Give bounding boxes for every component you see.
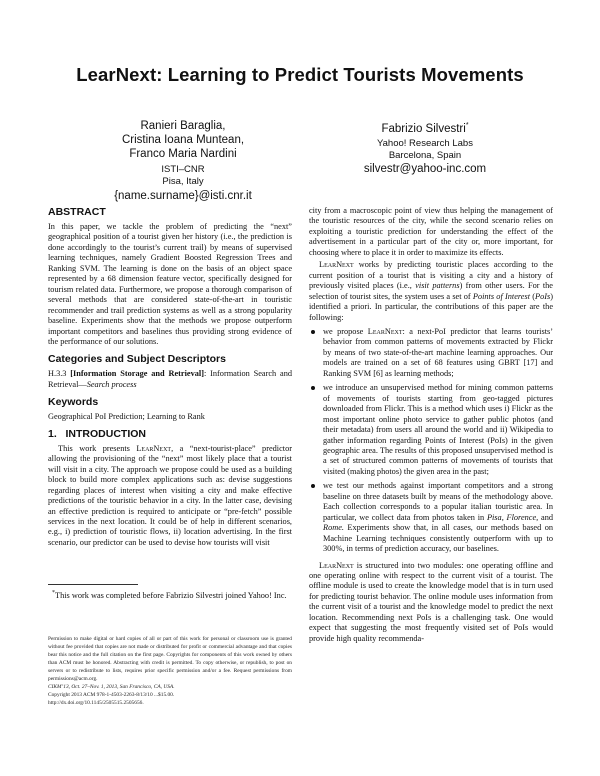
doi-link[interactable]: http://dx.doi.org/10.1145/2505515.2505656. [48, 700, 144, 707]
bullet-icon [311, 330, 315, 334]
author-name: Franco Maria Nardini [129, 148, 237, 160]
conference-info: CIKM’13, Oct. 27–Nov. 1, 2013, San Francisco, CA, USA. [48, 684, 175, 691]
right-paragraph-1: city from a macroscopic point of view thus helping the management of the touristic resources of the city, while the second scenario relies on exploiting a touristic prediction for understanding the effect of the advertisement in a particular part of the city or, more important, for choosing where to place it in order to maximize its effects. [309, 206, 553, 257]
footnote-rule [48, 584, 138, 585]
author-name: Ranieri Baraglia, [140, 120, 226, 132]
abstract-heading: ABSTRACT [48, 206, 106, 218]
author-affiliation: ISTI–CNR [161, 164, 205, 175]
list-item: we propose LearNext: a next-PoI predictor that learns tourists’ behavior from common patterns of movements extracted by Flickr by means of two state-of-the-art machine learning approaches. Our models are trained on a set of 68 features using GBRT [17] and Ranking SVM [6] as learning methods; [309, 327, 553, 379]
author-block-2 [320, 119, 530, 176]
author-name: Fabrizio Silvestri* [381, 122, 469, 135]
keywords-text: Geographical PoI Prediction; Learning to Rank [48, 412, 205, 422]
contributions-list [309, 327, 553, 555]
right-column [309, 206, 553, 644]
author-location: Barcelona, Spain [388, 149, 462, 161]
author-affiliation: Yahoo! Research Labs [377, 137, 473, 149]
author-email: silvestr@yahoo-inc.com [363, 162, 487, 175]
categories-heading: Categories and Subject Descriptors [48, 353, 226, 366]
keywords-heading: Keywords [48, 396, 99, 409]
list-item: we introduce an unsupervised method for mining common patterns of movements of tourists starting from geo-tagged pictures downloaded from Flickr. This is a method which uses i) Flickr as the most important online photo service to gather public photos (and their metadata) from users all around the world and ii) Wikipedia to gather information regarding Points of Interest (PoIs) in the given geographic area. The results of this proposed unsupervised method is a set of structured common patterns of movements of tourists that visited (making photos) the given area in the past; [309, 383, 553, 477]
categories-text: H.3.3 [Information Storage and Retrieval]: Information Search and Retrieval—Search process [48, 369, 292, 389]
author-block-1 [78, 119, 288, 203]
introduction-paragraph: This work presents LearNext, a “next-tourist-place” predictor allowing the provisioning of the “next” most likely place that a tourist will visit in a city. The approach we propose could be used as a building block to build more complex applications such as: devise suggestions regarding places of interest when visiting a city and make effective predictions of the touristic behavior in a city. In the latter case, devising an effective prediction is required to anticipate or “pre-fetch” possible services in the next location. It could be of help in different scenarios, e.g., i) prediction of touristic flows, ii) location advertising. In the first scenario, our predictor can be used to devise how tourists will visit [48, 443, 293, 547]
bullet-icon [311, 386, 315, 390]
introduction-heading: 1. INTRODUCTION [48, 427, 147, 440]
copyright-line: Copyright 2013 ACM 978-1-4503-2263-8/13/10 ...$15.00. [48, 692, 175, 699]
abstract-text: In this paper, we tackle the problem of predicting the “next” geographical position of a tourist given her history (i.e., the prediction is done accordingly to the tourist’s current trail) by means of supervised learning techniques, namely Gradient Boosted Regression Trees and Ranking SVM. The learning is done on the basis of an object space represented by a 68 dimension feature vector, specifically designed for tourism related data. Furthermore, we propose a thorough comparison of several methods that are considered state-of-the-art in touristic recommender and trail prediction systems as well as a strong popularity baseline. Experiments show that the methods we propose outperform important competitors and baselines thus providing strong evidence of the performance of our solutions. [48, 222, 292, 346]
bullet-icon [311, 484, 315, 488]
author-name: Cristina Ioana Muntean, [121, 134, 245, 146]
right-paragraph-2: LearNext works by predicting touristic places according to the current position of a tourist that is visiting a city and a history of previously visited places (i.e., visit patterns) from other users. For the selection of tourist sites, the system uses a set of Points of Interest (PoIs) identified a priori. In particular, the contributions of this paper are the following: [309, 260, 553, 322]
footnote: *This work was completed before Fabrizio Silvestri joined Yahoo! Inc. [52, 590, 287, 600]
author-location: Pisa, Italy [162, 176, 204, 187]
list-item: we test our methods against important competitors and a strong baseline on three datasets built by means of the methodology above. Each collection corresponds to a popular italian touristic area. In particular, we collect data from photos taken in Pisa, Florence, and Rome. Experiments show that, in all cases, our methods based on Machine Learning techniques consistently outperform with up to 300%, in terms of prediction accuracy, our baselines. [309, 481, 553, 554]
author-email: {name.surname}@isti.cnr.it [114, 190, 252, 202]
left-column [48, 206, 292, 548]
permission-block [48, 636, 292, 708]
right-paragraph-3: LearNext is structured into two modules: one operating offline and one operating online with respect to the current visit of a tourist. The offline module is used to create the knowledge model that is in turn used for predicting tourist behavior. The online module uses information from the current visit of a tourist and the knowledge model to predict the next location. Recommending next PoIs is a challenging task. One would expect that suggesting the most frequently visited set of PoIs would provide high quality recommenda- [309, 560, 553, 643]
permission-text: Permission to make digital or hard copies of all or part of this work for personal or classroom use is granted without fee provided that copies are not made or distributed for profit or commercial advantage and that copies bear this notice and the full citation on the first page. Copyrights for components of this work owned by others than ACM must be honored. Abstracting with credit is permitted. To copy otherwise, or republish, to post on servers or to redistribute to lists, requires prior specific permission and/or a fee. Request permissions from permissions@acm.org. [48, 636, 292, 682]
paper-title: LearNext: Learning to Predict Tourists Movements [76, 64, 524, 85]
